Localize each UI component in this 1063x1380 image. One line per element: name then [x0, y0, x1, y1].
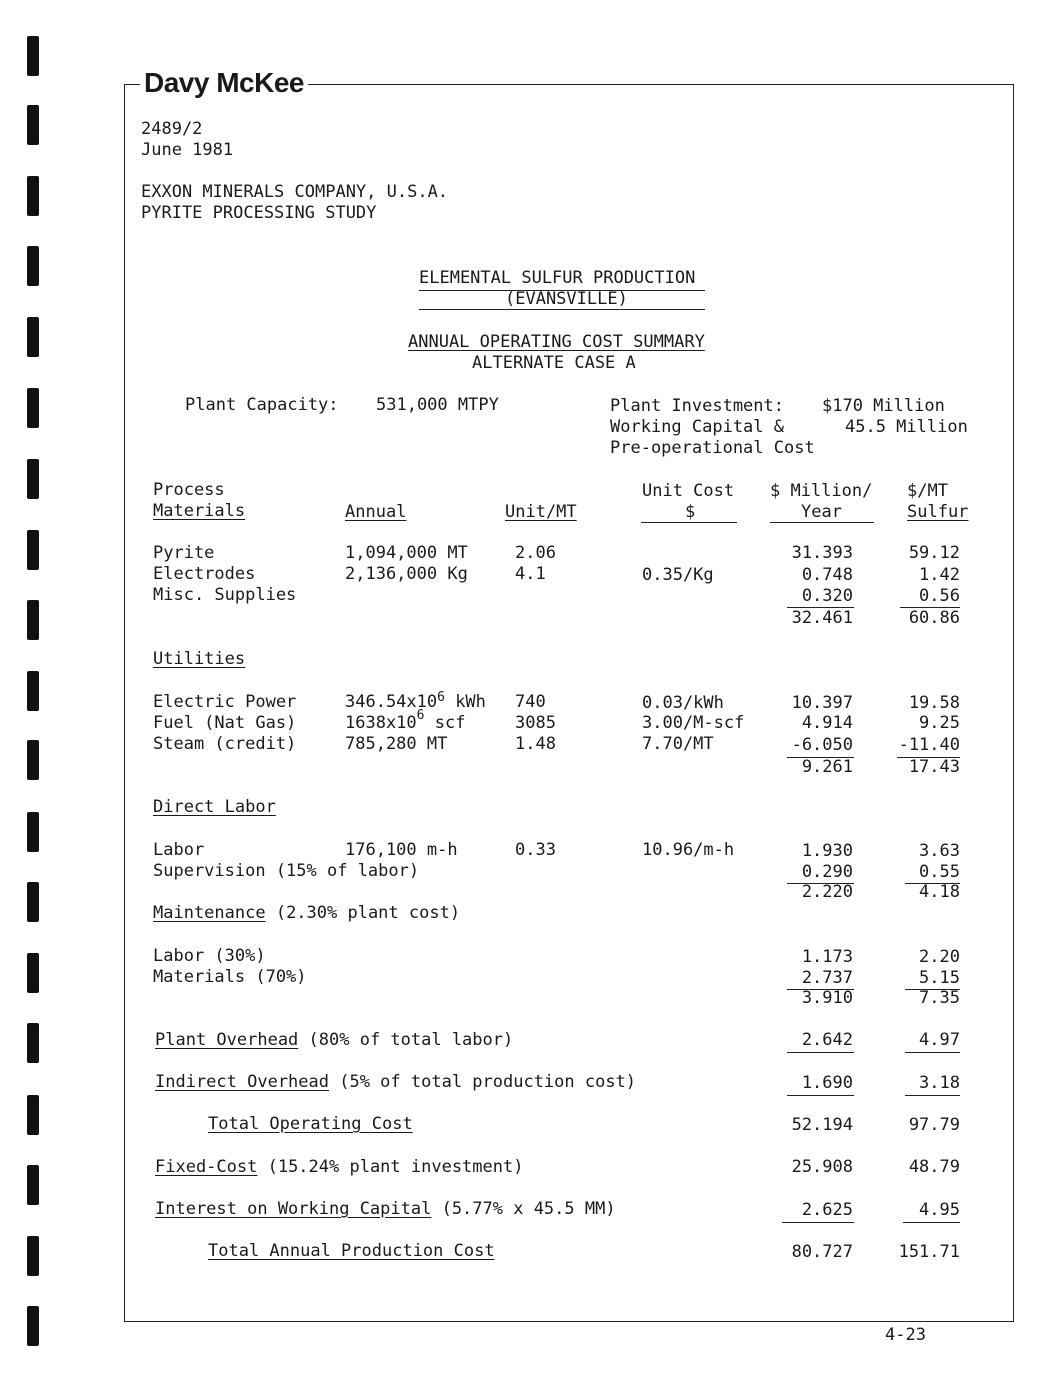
title-main: ELEMENTAL SULFUR PRODUCTION — [419, 268, 696, 288]
unit-value: 3085 — [515, 713, 556, 733]
binder-hole — [27, 36, 39, 76]
subtotal-per-mt: 4.18 — [919, 882, 960, 902]
per-mt-value: 59.12 — [908, 543, 960, 563]
annual-value: 1,094,000 MT — [345, 543, 468, 563]
col-per-mt: $/MT — [907, 481, 948, 501]
binder-hole — [27, 600, 39, 640]
binder-hole — [27, 176, 39, 216]
col-annual: Annual — [345, 502, 407, 522]
subtotal-per-mt: 17.43 — [908, 757, 960, 777]
col-million: $ Million/ — [770, 481, 873, 501]
total-annual-million: 80.727 — [791, 1242, 853, 1262]
row-label: Misc. Supplies — [153, 585, 297, 605]
col-unit-cost: Unit Cost — [642, 481, 735, 501]
subtotal-line — [787, 1052, 854, 1053]
interest-label: Interest on Working Capital (5.77% x 45.5 MM) — [155, 1199, 616, 1219]
binder-hole — [27, 671, 39, 711]
subtotal-per-mt: 60.86 — [908, 608, 960, 628]
header-underline — [770, 522, 874, 523]
total-annual-label: Total Annual Production Cost — [208, 1241, 495, 1261]
utilities-heading: Utilities — [153, 649, 246, 669]
subtotal-line — [905, 1095, 960, 1096]
interest-per-mt: 4.95 — [919, 1200, 960, 1220]
binder-hole — [27, 740, 39, 780]
company-name: EXXON MINERALS COMPANY, U.S.A. — [141, 182, 449, 202]
unit-value: 4.1 — [515, 564, 546, 584]
row-label: Supervision (15% of labor) — [153, 861, 420, 881]
working-capital-label: Working Capital & — [610, 417, 784, 437]
per-mt-value: -11.40 — [898, 735, 960, 755]
study-name: PYRITE PROCESSING STUDY — [141, 203, 377, 223]
unit-cost-value: 10.96/m-h — [642, 840, 735, 860]
working-capital-value: 45.5 Million — [845, 417, 968, 437]
binder-hole — [27, 530, 39, 570]
binder-hole — [27, 1236, 39, 1276]
million-value: -6.050 — [791, 735, 853, 755]
page-number: 4-23 — [885, 1325, 926, 1345]
fixed-cost-per-mt: 48.79 — [908, 1157, 960, 1177]
unit-value: 2.06 — [515, 543, 556, 563]
per-mt-value: 19.58 — [908, 693, 960, 713]
unit-cost-value: 0.35/Kg — [642, 565, 714, 585]
subtotal-million: 2.220 — [801, 882, 853, 902]
title-summary: ANNUAL OPERATING COST SUMMARY — [408, 332, 705, 352]
row-label: Labor (30%) — [153, 946, 266, 966]
col-unit-mt: Unit/MT — [505, 502, 577, 522]
subtotal-million: 3.910 — [801, 988, 853, 1008]
subtotal-line — [782, 1222, 854, 1223]
annual-value: 176,100 m-h — [345, 840, 458, 860]
row-label: Pyrite — [153, 543, 215, 563]
row-label: Electric Power — [153, 692, 297, 712]
binder-hole — [27, 812, 39, 852]
million-value: 1.930 — [801, 841, 853, 861]
col-process: Process — [153, 480, 225, 500]
binder-hole — [27, 105, 39, 145]
plant-overhead-million: 2.642 — [801, 1030, 853, 1050]
indirect-overhead-million: 1.690 — [801, 1073, 853, 1093]
million-value: 0.748 — [801, 565, 853, 585]
annual-value: 785,280 MT — [345, 734, 448, 754]
subtotal-million: 9.261 — [801, 757, 853, 777]
per-mt-value: 1.42 — [919, 565, 960, 585]
per-mt-value: 3.63 — [919, 841, 960, 861]
unit-value: 740 — [515, 692, 546, 712]
annual-value: $1638x10^6$ scf — [345, 708, 466, 733]
unit-cost-value: 3.00/M-scf — [642, 713, 745, 733]
doc-number: 2489/2 — [141, 119, 203, 139]
capacity-label: Plant Capacity: — [185, 395, 339, 415]
total-operating-label: Total Operating Cost — [208, 1114, 413, 1134]
capacity-value: 531,000 MTPY — [376, 395, 499, 415]
million-value: 2.737 — [801, 968, 853, 988]
labor-heading: Direct Labor — [153, 797, 276, 817]
million-value: 4.914 — [801, 713, 853, 733]
fixed-cost-label: Fixed-Cost (15.24% plant investment) — [155, 1157, 524, 1177]
binder-hole — [27, 388, 39, 428]
annual-value: 2,136,000 Kg — [345, 564, 468, 584]
per-mt-value: 0.55 — [919, 862, 960, 882]
col-sulfur: Sulfur — [907, 502, 969, 522]
title-case: ALTERNATE CASE A — [472, 353, 636, 373]
million-value: 10.397 — [791, 693, 853, 713]
row-label: Fuel (Nat Gas) — [153, 713, 297, 733]
col-materials: Materials — [153, 501, 246, 521]
subtotal-line — [905, 1052, 960, 1053]
doc-date: June 1981 — [141, 140, 234, 160]
binder-hole — [27, 1095, 39, 1135]
fixed-cost-million: 25.908 — [791, 1157, 853, 1177]
million-value: 1.173 — [801, 947, 853, 967]
subtotal-line — [903, 1222, 960, 1223]
unit-cost-value: 7.70/MT — [642, 734, 714, 754]
col-unit-cost-currency: $ — [685, 502, 696, 522]
million-value: 31.393 — [791, 543, 853, 563]
subtotal-per-mt: 7.35 — [919, 988, 960, 1008]
plant-overhead-label: Plant Overhead (80% of total labor) — [155, 1030, 514, 1050]
million-value: 0.320 — [801, 586, 853, 606]
million-value: 0.290 — [801, 862, 853, 882]
maintenance-heading: Maintenance (2.30% plant cost) — [153, 903, 461, 923]
annual-value: $346.54x10^6$ kWh — [345, 690, 486, 712]
unit-value: 1.48 — [515, 734, 556, 754]
col-year: Year — [801, 502, 842, 522]
plant-overhead-per-mt: 4.97 — [919, 1030, 960, 1050]
company-logo: Davy McKee — [140, 66, 308, 100]
per-mt-value: 5.15 — [919, 968, 960, 988]
interest-million: 2.625 — [801, 1200, 853, 1220]
binder-hole — [27, 882, 39, 922]
per-mt-value: 2.20 — [919, 947, 960, 967]
unit-cost-value: 0.03/kWh — [642, 693, 724, 713]
total-annual-per-mt: 151.71 — [898, 1242, 960, 1262]
row-label: Electrodes — [153, 564, 256, 584]
title-location: (EVANSVILLE) — [505, 289, 628, 309]
title-underline — [419, 309, 705, 310]
binder-hole — [27, 1306, 39, 1346]
indirect-overhead-label: Indirect Overhead (5% of total production cost) — [155, 1072, 637, 1092]
binder-hole — [27, 953, 39, 993]
subtotal-line — [787, 1095, 854, 1096]
row-label: Materials (70%) — [153, 967, 307, 987]
total-operating-million: 52.194 — [791, 1115, 853, 1135]
header-underline — [641, 522, 737, 523]
row-label: Labor — [153, 840, 205, 860]
binder-hole — [27, 317, 39, 357]
unit-value: 0.33 — [515, 840, 556, 860]
row-label: Steam (credit) — [153, 734, 297, 754]
binder-hole — [27, 1023, 39, 1063]
binder-hole — [27, 459, 39, 499]
per-mt-value: 0.56 — [919, 586, 960, 606]
subtotal-million: 32.461 — [791, 608, 853, 628]
binder-hole — [27, 246, 39, 286]
investment-label: Plant Investment: — [610, 396, 784, 416]
investment-value: $170 Million — [822, 396, 945, 416]
total-operating-per-mt: 97.79 — [908, 1115, 960, 1135]
binder-hole — [27, 1165, 39, 1205]
preop-label: Pre-operational Cost — [610, 438, 815, 458]
per-mt-value: 9.25 — [919, 713, 960, 733]
indirect-overhead-per-mt: 3.18 — [919, 1073, 960, 1093]
